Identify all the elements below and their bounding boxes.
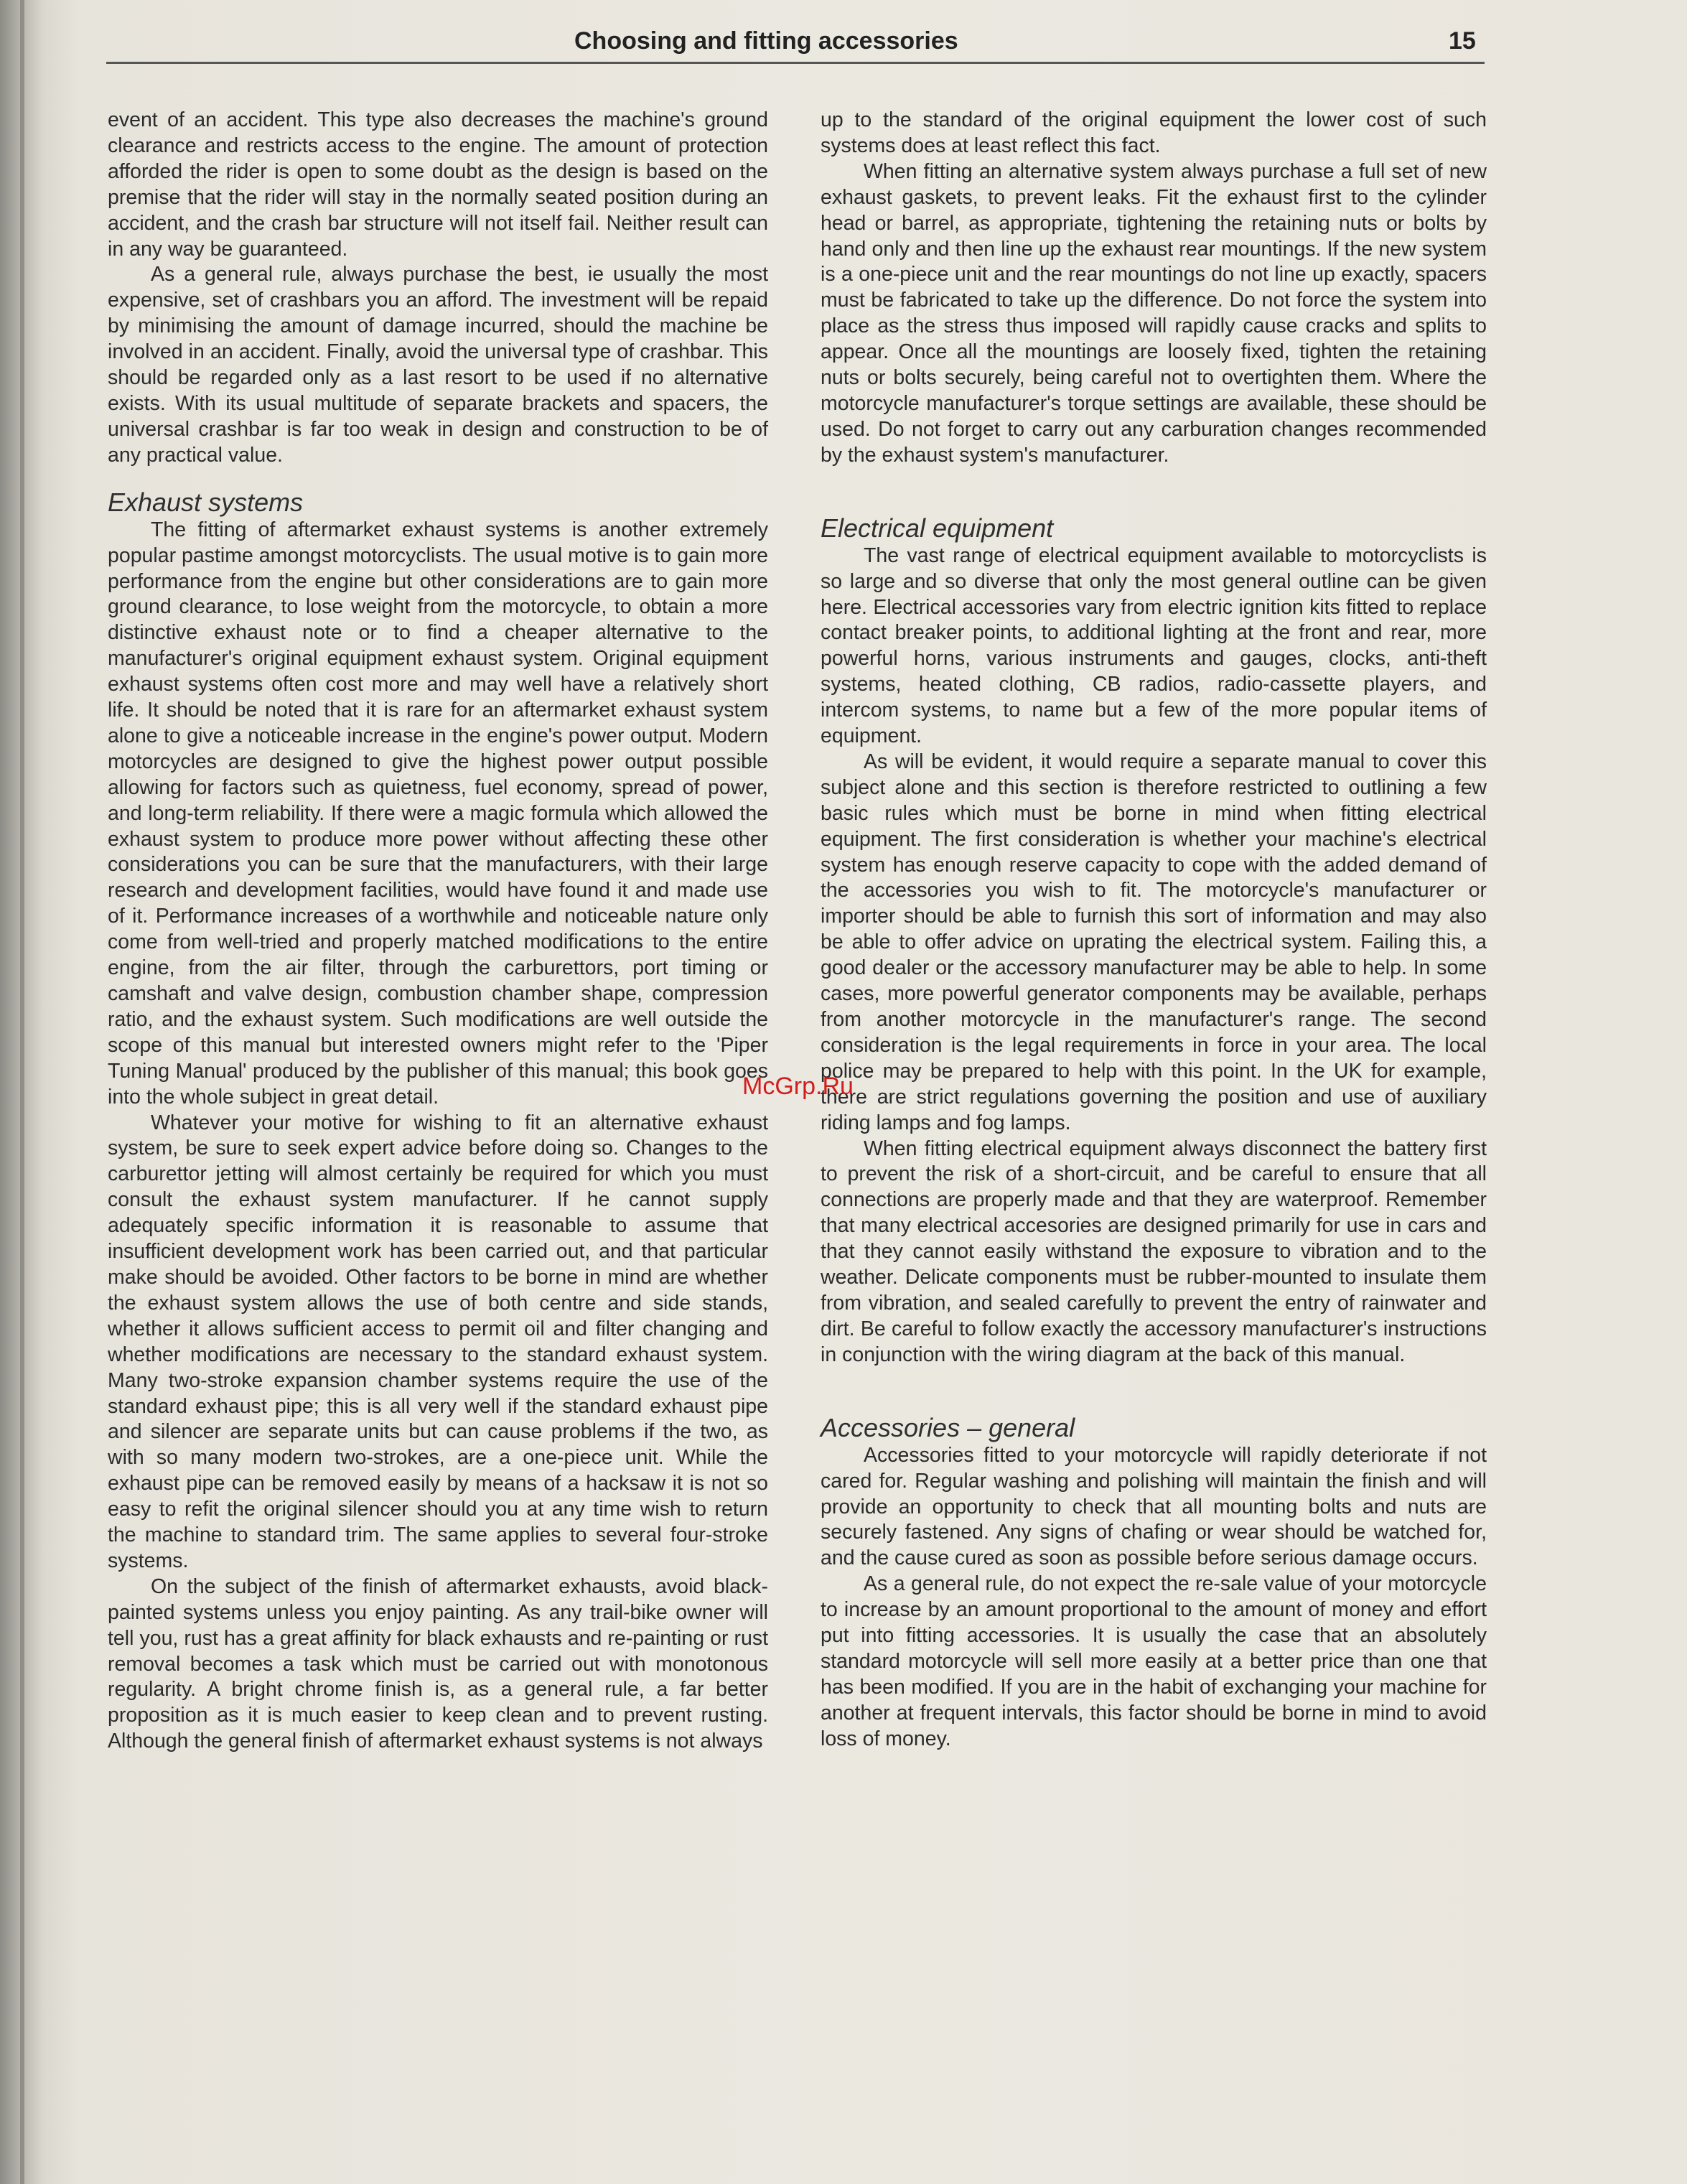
paragraph-accessories-care: Accessories fitted to your motorcycle will rapidly deteriorate if not cared for. Regular washing and polishing will maintain the finish and will provide an opportunity to check that all mounting bolts and nuts are securely fastened. Any signs of chafing or wear should be watched for, and the cause cured as soon as possible before serious damage occurs. [821, 1443, 1487, 1570]
heading-electrical-equipment: Electrical equipment [821, 513, 1054, 543]
paragraph-electrical-intro: The vast range of electrical equipment available to motorcyclists is so large and so diverse that only the most general outline can be given here. Electrical accessories vary from electric ignition kits fitted to replace contact breaker points, to additional lighting at the front and rear, more powerful horns, various instruments and gauges, clocks, anti-theft systems, heated clothing, CB radios, radio-cassette players, and intercom systems, to name but a few of the more popular items of equipment. [821, 543, 1487, 748]
heading-exhaust-systems: Exhaust systems [108, 487, 304, 517]
paragraph-crashbar-continued: event of an accident. This type also decreases the machine's ground clearance and restricts access to the engine. The amount of protection afforded the rider is open to some doubt as the design is based on the premise that the rider will stay in the normally seated position during an accident, and the crash bar structure will not itself fail. Neither result can in any way be guaranteed. [108, 108, 768, 261]
header-rule [106, 62, 1485, 64]
running-header-title: Choosing and fitting accessories [574, 27, 958, 55]
paragraph-exhaust-continued: up to the standard of the original equipment the lower cost of such systems does at least reflect this fact. [821, 108, 1487, 157]
section-gap [821, 469, 1487, 513]
watermark: McGrp.Ru [742, 1073, 854, 1100]
section-gap [821, 1368, 1487, 1413]
paragraph-exhaust-fitting: When fitting an alternative system always purchase a full set of new exhaust gaskets, to prevent leaks. Fit the exhaust first to the cylinder head or barrel, as appropriate, tightening the retaining nuts or bolts by hand only and then line up the exhaust rear mountings. If the new system is a one-piece unit and the rear mountings do not line up exactly, spacers must be fabricated to take up the difference. Do not force the system into place as the stress thus imposed will rapidly cause cracks and splits to appear. Once all the mountings are loosely fixed, tighten the retaining nuts or bolts securely, being careful not to overtighten them. Where the motorcycle manufacturer's torque settings are available, these should be used. Do not forget to carry out any carburation changes recommended by the exhaust system's manufacturer. [821, 159, 1487, 467]
heading-accessories-general: Accessories – general [821, 1412, 1075, 1442]
section-gap [108, 469, 768, 487]
paragraph-exhaust-motive: Whatever your motive for wishing to fit an alternative exhaust system, be sure to seek expert advice before doing so. Changes to the carburettor jetting will almost certainly be required for which you must consult the exhaust system manufacturer. If he cannot supply adequately specific information it is reasonable to assume that insufficient development work has been carried out, and that particular make should be avoided. Other factors to be borne in mind are whether the exhaust system allows the use of both centre and side stands, whether it allows sufficient access to permit oil and filter changing and whether modifications are necessary to the standard exhaust system. Many two-stroke expansion chamber systems require the use of the standard exhaust pipe; this is all very well if the standard exhaust pipe and silencer are separate units but can cause problems if the two, as with so many modern two-strokes, are a one-piece unit. While the exhaust pipe can be removed easily by means of a hacksaw it is not so easy to refit the original silencer should you at any time wish to return the machine to standard trim. The same applies to several four-stroke systems. [108, 1111, 768, 1572]
left-column [108, 108, 768, 1755]
paragraph-exhaust-finish: On the subject of the finish of aftermarket exhausts, avoid black-painted systems unless you enjoy painting. As any trail-bike owner will tell you, rust has a great affinity for black exhausts and re-painting or rust removal becomes a task which must be carried out with monotonous regularity. A bright chrome finish is, as a general rule, a far better proposition as it is much easier to keep clean and to prevent rusting. Although the general finish of aftermarket exhaust systems is not always [108, 1574, 768, 1753]
page-binding-edge [20, 0, 24, 2184]
page-number: 15 [1449, 27, 1476, 55]
paragraph-exhaust-intro: The fitting of aftermarket exhaust systems is another extremely popular pastime amongst motorcyclists. The usual motive is to gain more performance from the engine but other considerations are to gain more ground clearance, to lose weight from the motorcycle, to obtain a more distinctive exhaust note or to find a cheaper alternative to the manufacturer's original equipment exhaust system. Original equipment exhaust systems often cost more and may well have a relatively short life. It should be noted that it is rare for an aftermarket exhaust system alone to give a noticeable increase in the engine's power output. Modern motorcycles are designed to give the highest power output possible allowing for factors such as quietness, fuel economy, spread of power, and long-term reliability. If there were a magic formula which allowed the exhaust system to produce more power without affecting these other considerations you can be sure that the manufacturers, with their large research and development facilities, would have found it and made use of it. Performance increases of a worthwhile and noticeable nature only come from well-tried and properly matched modifications to the entire engine, from the air filter, through the carburettors, port timing or camshaft and valve design, combustion chamber shape, compression ratio, and the exhaust system. Such modifications are well outside the scope of this manual but interested owners might refer to the 'Piper Tuning Manual' produced by the publisher of this manual; this book goes into the whole subject in great detail. [108, 518, 768, 1109]
paragraph-electrical-fitting: When fitting electrical equipment always disconnect the battery first to prevent the risk of a short-circuit, and be careful to ensure that all connections are properly made and that they are waterproof. Remember that many electrical accesories are designed primarily for use in cars and that they cannot easily withstand the exposure to vibration and to the weather. Delicate components must be rubber-mounted to insulate them from vibration, and sealed carefully to prevent the entry of rainwater and dirt. Be careful to follow exactly the accessory manufacturer's instructions in conjunction with the wiring diagram at the back of this manual. [821, 1137, 1487, 1366]
paragraph-electrical-rules: As will be evident, it would require a separate manual to cover this subject alone and this section is therefore restricted to outlining a few basic rules which must be borne in mind when fitting electrical equipment. The first consideration is whether your machine's electrical system has enough reserve capacity to cope with the added demand of the accessories you wish to fit. The motorcycle's manufacturer or importer should be able to furnish this sort of information and may also be able to offer advice on uprating the electrical system. Failing this, a good dealer or the accessory manufacturer may be able to help. In some cases, more powerful generator components may be available, perhaps from another motorcycle in the manufacturer's range. The second consideration is the legal requirements in force in your area. The local police may be prepared to help with this point. In the UK for example, there are strict regulations governing the position and use of auxiliary riding lamps and fog lamps. [821, 750, 1487, 1134]
paragraph-accessories-resale: As a general rule, do not expect the re-sale value of your motorcycle to increase by an amount proportional to the amount of money and effort put into fitting accessories. It is usually the case that an absolutely standard motorcycle will sell more easily at a better price than one that has been modified. If you are in the habit of exchanging your machine for another at frequent intervals, this factor should be borne in mind to avoid loss of money. [821, 1572, 1487, 1750]
right-column [821, 108, 1487, 1753]
paragraph-crashbar-advice: As a general rule, always purchase the best, ie usually the most expensive, set of crashbars you an afford. The investment will be repaid by minimising the amount of damage incurred, should the machine be involved in an accident. Finally, avoid the universal type of crashbar. This should be regarded only as a last resort to be used if no alternative exists. With its usual multitude of separate brackets and spacers, the universal crashbar is far too weak in design and construction to be of any practical value. [108, 263, 768, 467]
